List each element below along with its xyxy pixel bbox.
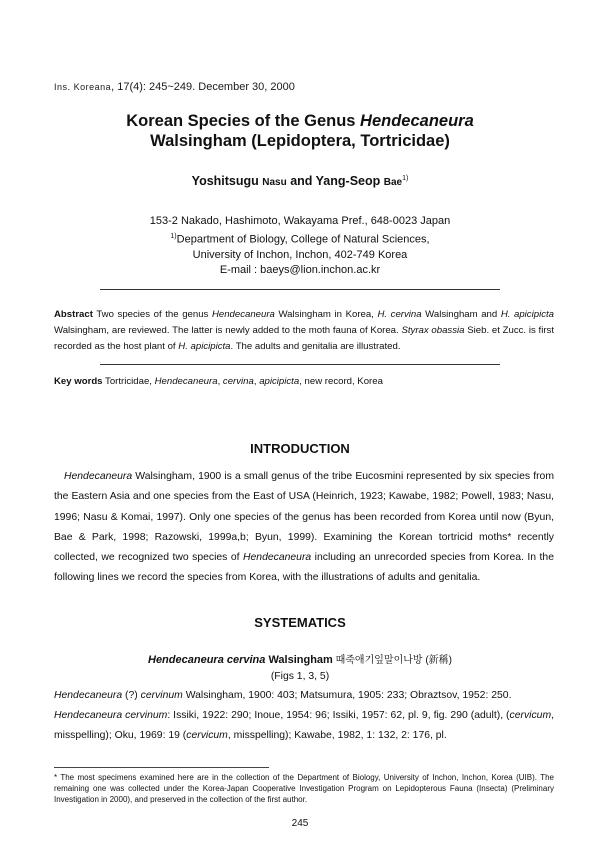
keyword-text: , new record, Korea xyxy=(299,376,383,387)
author-2-family: Bae xyxy=(383,177,403,188)
figure-reference: (Figs 1, 3, 5) xyxy=(270,671,330,682)
keyword-text: , xyxy=(217,376,223,387)
keyword-text: Tortricidae, xyxy=(102,376,155,387)
species-author: Walsingham xyxy=(265,654,333,666)
abstract-taxon: Styrax obassia xyxy=(401,325,465,336)
syn-text: : Issiki, 1922: 290; Inoue, 1954: 96; Issiki, 1957: 62, pl. 9, fig. 290 (adult), ( xyxy=(167,710,510,721)
abstract-text: Walsingham in Korea, xyxy=(274,309,378,320)
syn-taxon: Hendecaneura xyxy=(54,690,123,701)
species-name: Hendecaneura cervina xyxy=(148,654,266,666)
intro-genus: Hendecaneura xyxy=(64,471,133,482)
title-line-2: Walsingham (Lepidoptera, Tortricidae) xyxy=(150,132,450,150)
species-korean-name: 때죽애기잎말이나방 (新稱) xyxy=(332,655,452,666)
introduction-paragraph xyxy=(54,467,554,589)
author-2-marker: 1) xyxy=(402,174,409,182)
keyword-taxon: cervina xyxy=(222,376,254,387)
keyword-taxon: apicipicta xyxy=(259,376,300,387)
syn-text: , misspelling); Oku, 1969: 19 ( xyxy=(54,710,554,742)
abstract-label: Abstract xyxy=(54,309,93,320)
abstract-taxon: Hendecaneura xyxy=(211,309,275,320)
section-heading-systematics: SYSTEMATICS xyxy=(254,615,346,630)
abstract-taxon: H. apicipicta xyxy=(178,341,231,352)
abstract-text: Walsingham and xyxy=(421,309,501,320)
abstract-text: Sieb. et Zucc. is first recorded as the host plant of xyxy=(54,325,554,352)
footnote: * The most specimens examined here are in the collection of the Department of Biology, University of Inchon, Inchon, Korea (UIB). The remaining one was collected under the Korea-Japan Cooperative Investigation Program on Lepidopterous Fauna (Insecta) (Preliminary Investigation in 2000), and preserved in the collection of the first author. xyxy=(54,773,554,804)
syn-text: (?) xyxy=(122,690,141,701)
abstract-taxon: H. cervina xyxy=(377,309,422,320)
author-1-given: Yoshitsugu xyxy=(191,174,263,188)
affiliation-1: 153-2 Nakado, Hashimoto, Wakayama Pref., 648-0023 Japan xyxy=(149,215,451,227)
journal-citation xyxy=(54,81,295,93)
abstract-top-rule xyxy=(100,289,500,290)
journal-name: Koreana xyxy=(73,82,112,92)
synonymy-entry-1 xyxy=(54,686,554,706)
author-connector: and Yang-Seop xyxy=(286,174,384,188)
abstract-text: . The adults and genitalia are illustrated. xyxy=(230,341,401,352)
title-text: Korean Species of the Genus xyxy=(126,112,361,130)
intro-text: Walsingham, 1900 is a small genus of the tribe Eucosmini represented by six species from the Eastern Asia and one species from the East of USA (Heinrich, 1923; Kawabe, 1982; Powell, 1983; Nasu, 1996; Nasu & Komai, 1997). Only one species of the genus has been recorded from Korea until now (Byun, Bae & Park, 1998; Razowski, 1999a,b; Byun, 1999). Examining the Korean tortricid moths* recently collected, we recognized two species of xyxy=(54,471,554,564)
syn-taxon: cervinum xyxy=(140,690,183,701)
footnote-rule xyxy=(54,767,269,768)
abstract xyxy=(54,307,554,355)
citation-details: , 17(4): 245~249. December 30, 2000 xyxy=(111,81,295,93)
affiliation-marker: 1) xyxy=(170,233,177,240)
keywords xyxy=(54,376,554,387)
affiliation-3: University of Inchon, Inchon, 402-749 Korea xyxy=(192,248,408,261)
abstract-text: Walsingham, are reviewed. The latter is newly added to the moth fauna of Korea. xyxy=(54,325,402,336)
syn-taxon: cervicum xyxy=(186,730,228,742)
species-heading xyxy=(0,651,600,666)
title-genus: Hendecaneura xyxy=(360,112,474,130)
email-address: E-mail : baeys@lion.inchon.ac.kr xyxy=(219,263,381,276)
paper-title xyxy=(0,111,600,151)
author-line xyxy=(0,174,600,188)
syn-text: Walsingham, 1900: 403; Matsumura, 1905: 233; Obraztsov, 1952: 250. xyxy=(182,690,512,701)
syn-taxon: Hendecaneura cervinum xyxy=(54,710,168,721)
keyword-text: , xyxy=(253,376,260,387)
page-number: 245 xyxy=(291,818,309,829)
syn-taxon: cervicum xyxy=(509,710,552,721)
affiliation-2 xyxy=(0,229,600,248)
affiliations xyxy=(0,214,600,278)
title-line-1 xyxy=(0,111,600,131)
syn-text: , misspelling); Kawabe, 1982, 1: 132, 2: 176, pl. xyxy=(227,730,447,742)
author-1-family: Nasu xyxy=(262,177,287,188)
journal-prefix: Ins. xyxy=(54,82,71,92)
keyword-taxon: Hendecaneura xyxy=(154,376,218,387)
abstract-taxon: H. apicipicta xyxy=(500,309,554,320)
abstract-bottom-rule xyxy=(100,364,500,365)
intro-text: including an unrecorded species from Korea. In the following lines we record the species from Korea, with the illustrations of adults and genitalia. xyxy=(54,552,554,584)
intro-genus: Hendecaneura xyxy=(243,552,312,564)
keywords-label: Key words xyxy=(54,376,103,387)
abstract-text: Two species of the genus xyxy=(92,309,212,320)
affiliation-2-text: Department of Biology, College of Natural Sciences, xyxy=(176,233,430,246)
synonymy-entry-2 xyxy=(54,706,554,747)
section-heading-introduction: INTRODUCTION xyxy=(250,441,350,456)
